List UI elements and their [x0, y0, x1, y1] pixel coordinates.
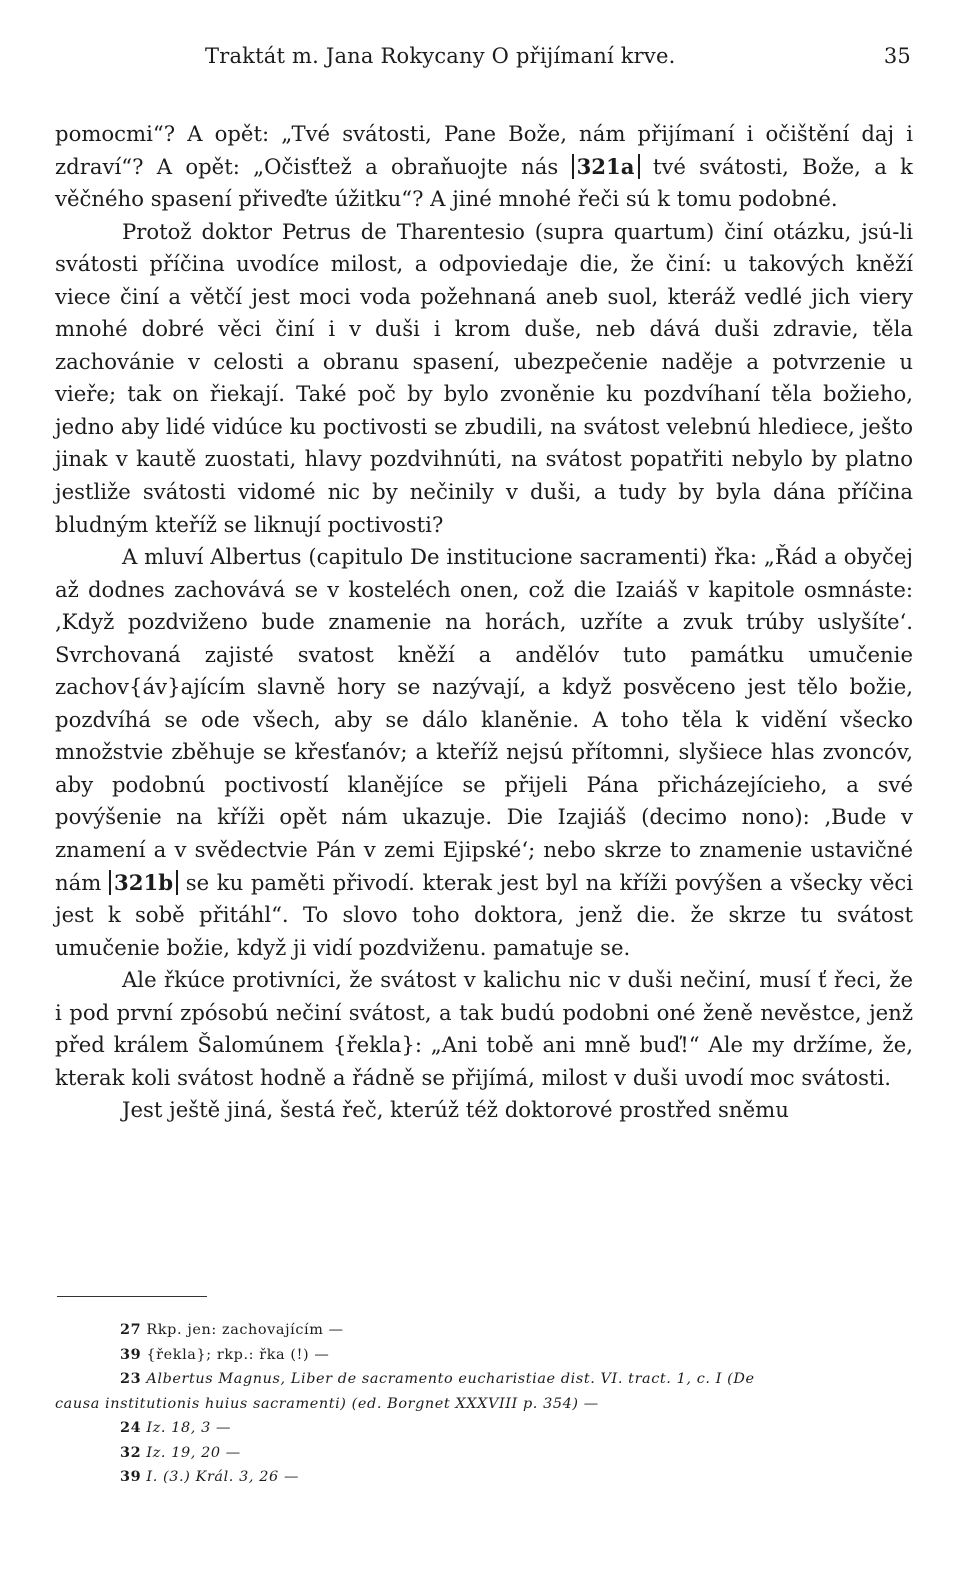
text-run: ajícím slavně hory se nazývají, a když posvěceno jest tělo božie, pozdvíhá se ode všech, aby se dálo klaněnie. A toho těla k vidění všecko množstvie zběhuje se křesťanóv; a kteříž nejsú přítomni, slyšiece hlas zvoncóv, aby podobnú poctivostí klanějíce se přijeli Pána přicházejícieho, a své povýšenie na kříži opět nám ukazuje. Die Izajiáš (decimo nono): ‚Bude v znamení a v svědectvie Pán v zemi Ejipské‘; nebo skrze to znamenie ustavičné nám [55, 674, 913, 895]
footnote-text: Iz. 19, 20 — [146, 1444, 241, 1461]
body-text [55, 118, 913, 1127]
footnote [55, 1318, 913, 1343]
text-run: se ku paměti přivodí. kterak jest byl na kříži povýšen a všecky věci jest k sobě přitáhl“. To slovo toho doktora, jenž die. že skrze tu svátost umučenie božie, když ji vidí pozdviženu. pamatuje se. [55, 869, 913, 960]
footnote-text: Albertus Magnus, Liber de sacramento eucharistiae dist. VI. tract. 1, c. I (De [146, 1371, 755, 1387]
footnote-text: I. (3.) Král. 3, 26 — [146, 1469, 299, 1485]
brace-open: { [129, 674, 143, 700]
text-run: pomocmi“? A opět: „Tvé svátosti, Pane Bože, nám přijímaní i očištění daj i zdraví“? A opět: „Očisťtež a obraňuojte nás [55, 121, 913, 179]
footnote-continuation [55, 1392, 913, 1417]
footnote-number: 39 [120, 1468, 142, 1485]
emendation: řekla [346, 1032, 402, 1058]
text-run: : „Ani tobě ani mně buď!“ Ale my držíme, že, kterak koli svátost hodně a řádně se přijímá, milost v duši uvodí moc svátosti. [55, 1032, 913, 1090]
paragraph [55, 541, 913, 964]
footnote [55, 1367, 913, 1392]
running-title: Traktát m. Jana Rokycany O přijímaní krve. [205, 44, 676, 68]
paragraph [55, 118, 913, 216]
footnote-text: Rkp. jen: zachovajícím — [146, 1322, 344, 1338]
footnote [55, 1465, 913, 1490]
brace-close: } [167, 674, 181, 700]
folio-marker: 321a [572, 154, 640, 179]
footnote-number: 23 [120, 1370, 142, 1387]
brace-close: } [401, 1032, 415, 1058]
text-run: A mluví Albertus (capitulo De institucione sacramenti) řka: „Řád a obyčej až dodnes zachovává se v kosteléch onen, což die Izaiáš v kapitole osmnáste: ‚Když pozdviženo bude znamenie na horách, uzříte a zvuk trúby uslyšíte‘. Svrchovaná zajisté svatost kněží a andělóv tuto památku umučenie zachov [55, 544, 913, 700]
footnote-number: 32 [120, 1443, 142, 1461]
emendation: áv [142, 674, 168, 700]
text-run: tvé svátosti, Bože, a k věčného spasení přiveďte úžitku“? A jiné mnohé řeči sú k tomu podobné. [55, 153, 913, 212]
footnote-text: Iz. 18, 3 — [146, 1420, 232, 1436]
folio-marker: 321b [109, 870, 178, 895]
brace-open: { [332, 1032, 347, 1058]
footnote-number: 24 [120, 1419, 142, 1436]
footnote-number: 39 [120, 1345, 142, 1363]
paragraph [55, 964, 913, 1094]
footnote-text: causa institutionis huius sacramenti) (ed. Borgnet XXXVIII p. 354) — [55, 1395, 599, 1412]
footnote [55, 1441, 913, 1466]
footnote-number: 27 [120, 1321, 142, 1338]
running-header [55, 44, 913, 84]
footnote-text: {řekla}; rkp.: řka (!) — [146, 1346, 330, 1363]
page-number: 35 [883, 44, 911, 68]
footnotes [55, 1318, 913, 1490]
footnote [55, 1416, 913, 1441]
text-run: Ale řkúce protivníci, že svátost v kalichu nic v duši nečiní, musí ť řeci, že i pod první zpósobú nečiní svátost, a tak budú podobni oné ženě nevěstce, jenž před králem Šalomúnem [55, 967, 913, 1058]
paragraph: Protož doktor Petrus de Tharentesio (supra quartum) činí otázku, jsú-li svátosti příčina uvodíce milost, a odpoviedaje die, že činí: u takových kněží viece činí a větčí jest moci voda požehnaná aneb suol, kteráž vedlé jich viery mnohé dobré věci činí i v duši i krom duše, neb dává duši zdravie, těla zachovánie v celosti a obranu spasení, ubezpečenie naděje a potvrzenie u vieře; tak on řiekají. Také poč by bylo zvoněnie ku pozdvíhaní těla božieho, jedno aby lidé vidúce ku poctivosti se zbudili, na svátost velebnú hlediece, ješto jinak v kautě zuostati, hlavy pozdvihnúti, na svátost popatřiti nebylo by platno jestliže svátosti vidomé nic by nečinily v duši, a tudy by byla dána příčina bludným kteříž se liknují poctivosti? [55, 218, 913, 537]
paragraph: Jest ještě jiná, šestá řeč, kterúž též doktorové prostřed sněmu [122, 1097, 789, 1123]
footnote [55, 1343, 913, 1368]
footnote-divider [57, 1296, 207, 1297]
